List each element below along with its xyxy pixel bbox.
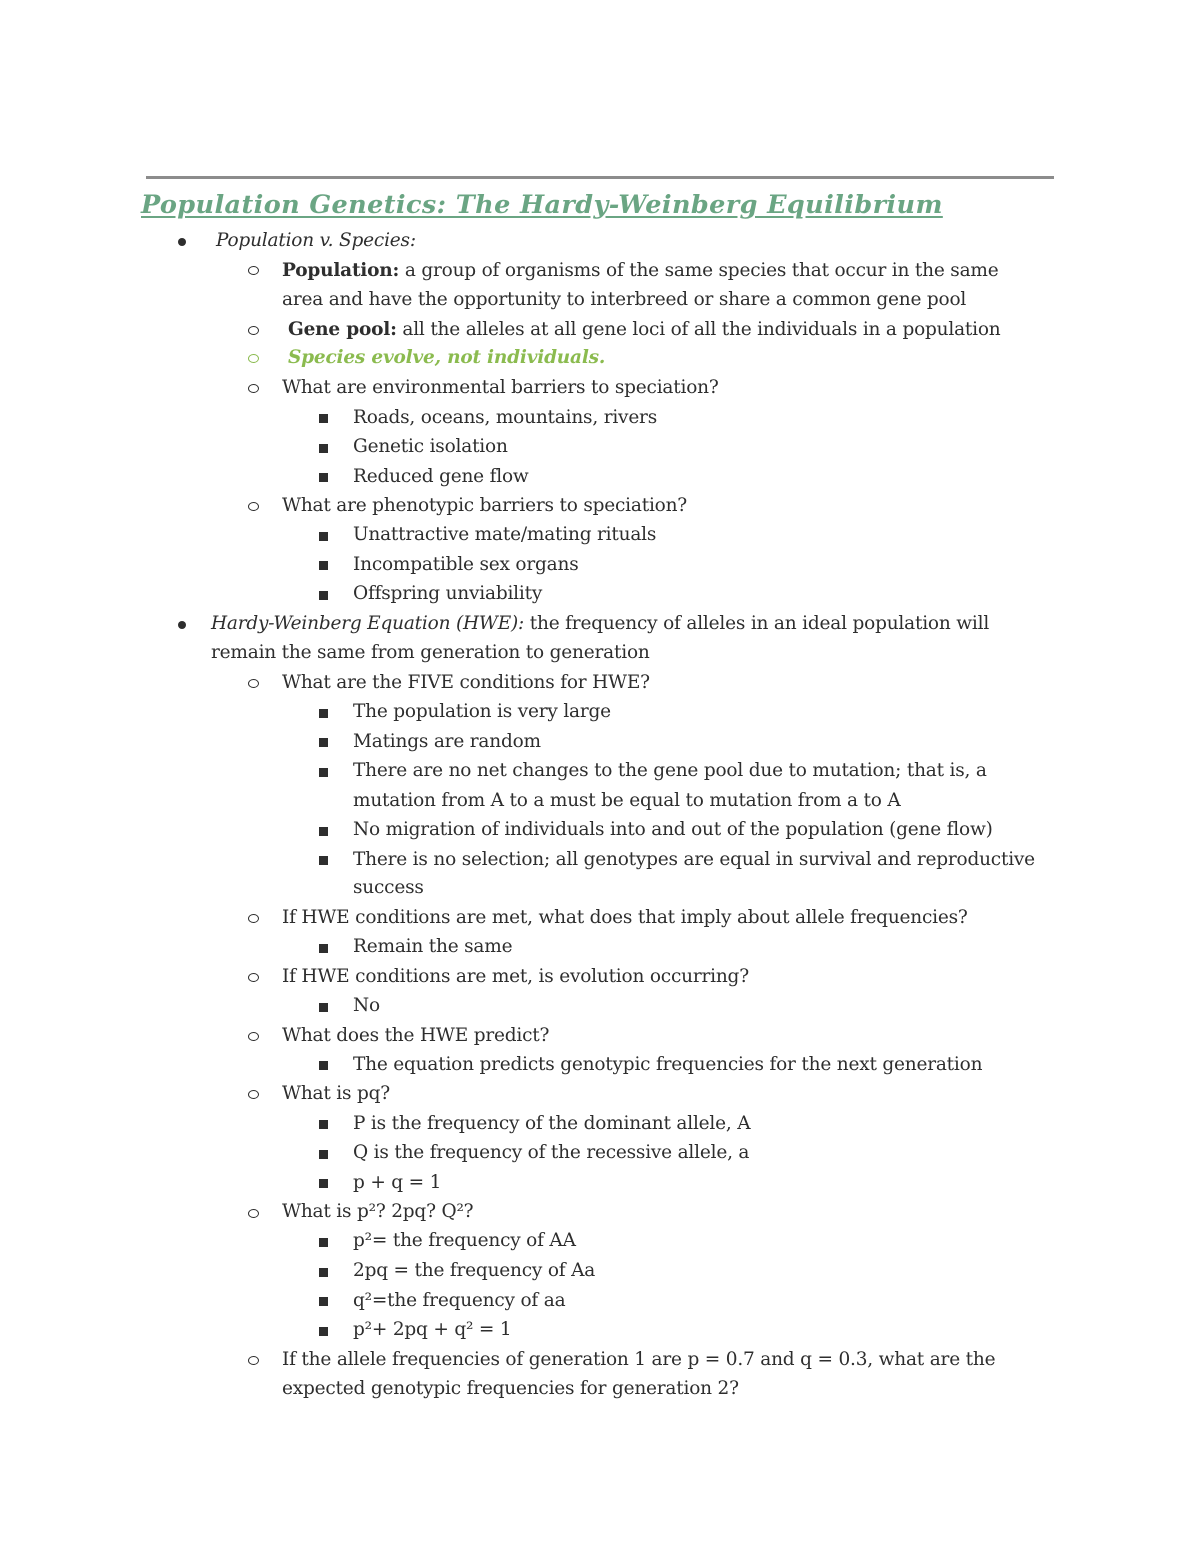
- bullet-circle: [248, 384, 259, 393]
- list-item: Incompatible sex organs: [353, 554, 579, 575]
- list-item: q²=the frequency of aa: [353, 1290, 566, 1311]
- bullet-square: [319, 1297, 328, 1306]
- list-item: Matings are random: [353, 731, 541, 752]
- list-item: p + q = 1: [353, 1172, 442, 1193]
- bullet-square: [319, 1238, 328, 1247]
- bullet-square: [319, 709, 328, 718]
- bullet-disc: [178, 621, 186, 629]
- list-item: What is p²? 2pq? Q²?: [282, 1201, 474, 1222]
- list-item: What are environmental barriers to speciation?: [282, 377, 719, 398]
- bullet-disc: [178, 238, 186, 246]
- bullet-circle: [248, 973, 259, 982]
- bullet-square: [319, 827, 328, 836]
- list-item: No: [353, 995, 380, 1016]
- page-title: Population Genetics: The Hardy-Weinberg Equilibrium: [141, 190, 943, 220]
- list-item-continuation: mutation from A to a must be equal to mutation from a to A: [353, 790, 901, 811]
- bullet-square: [319, 561, 328, 570]
- list-item: What is pq?: [282, 1083, 390, 1104]
- bullet-circle: [248, 1090, 259, 1099]
- bullet-square: [319, 1061, 328, 1070]
- bullet-square: [319, 1120, 328, 1129]
- list-item: No migration of individuals into and out of the population (gene flow): [353, 819, 993, 840]
- list-item: [211, 609, 989, 639]
- definition: all the alleles at all gene loci of all the individuals in a population: [396, 319, 1001, 340]
- bullet-circle: [248, 1209, 259, 1218]
- bullet-square: [319, 1268, 328, 1277]
- list-item: What are the FIVE conditions for HWE?: [282, 672, 650, 693]
- list-item: Population v. Species:: [216, 230, 416, 251]
- bullet-circle: [248, 1356, 259, 1365]
- bullet-circle: [248, 679, 259, 688]
- list-item: If HWE conditions are met, is evolution occurring?: [282, 966, 749, 987]
- list-item: There is no selection; all genotypes are equal in survival and reproductive: [353, 849, 1035, 870]
- list-item-continuation: area and have the opportunity to interbreed or share a common gene pool: [282, 289, 967, 310]
- list-item: Offspring unviability: [353, 583, 543, 604]
- bullet-circle: [248, 1032, 259, 1041]
- list-item: What are phenotypic barriers to speciation?: [282, 495, 688, 516]
- bullet-square: [319, 856, 328, 865]
- list-item: [288, 315, 1001, 345]
- list-item: [282, 256, 999, 286]
- list-item: Roads, oceans, mountains, rivers: [353, 407, 657, 428]
- bullet-square: [319, 1327, 328, 1336]
- list-item-continuation: success: [353, 877, 424, 898]
- list-item: If the allele frequencies of generation 1 are p = 0.7 and q = 0.3, what are the: [282, 1349, 996, 1370]
- list-item: If HWE conditions are met, what does that imply about allele frequencies?: [282, 907, 968, 928]
- list-item: Q is the frequency of the recessive allele, a: [353, 1142, 750, 1163]
- definition: the frequency of alleles in an ideal population will: [524, 613, 990, 634]
- bullet-circle: [248, 354, 259, 363]
- bullet-square: [319, 414, 328, 423]
- bullet-square: [319, 944, 328, 953]
- bullet-circle: [248, 914, 259, 923]
- list-item: What does the HWE predict?: [282, 1025, 550, 1046]
- bullet-square: [319, 1003, 328, 1012]
- highlight-statement: Species evolve, not individuals.: [288, 347, 606, 368]
- bullet-square: [319, 1150, 328, 1159]
- list-item: The equation predicts genotypic frequencies for the next generation: [353, 1054, 983, 1075]
- bullet-circle: [248, 266, 259, 275]
- list-item: Unattractive mate/mating rituals: [353, 524, 657, 545]
- term-population: Population:: [282, 260, 400, 281]
- bullet-square: [319, 591, 328, 600]
- list-item: Remain the same: [353, 936, 513, 957]
- bullet-square: [319, 738, 328, 747]
- list-item: The population is very large: [353, 701, 611, 722]
- term-gene-pool: Gene pool:: [288, 319, 397, 340]
- list-item: Genetic isolation: [353, 436, 508, 457]
- list-item: There are no net changes to the gene pool due to mutation; that is, a: [353, 760, 987, 781]
- bullet-square: [319, 473, 328, 482]
- list-item: P is the frequency of the dominant allele, A: [353, 1113, 751, 1134]
- bullet-square: [319, 532, 328, 541]
- list-item: p²= the frequency of AA: [353, 1230, 576, 1251]
- bullet-square: [319, 444, 328, 453]
- bullet-circle: [248, 326, 259, 335]
- horizontal-rule: [146, 176, 1054, 179]
- list-item-continuation: expected genotypic frequencies for generation 2?: [282, 1378, 739, 1399]
- bullet-square: [319, 768, 328, 777]
- list-item: Reduced gene flow: [353, 466, 529, 487]
- list-item: p²+ 2pq + q² = 1: [353, 1319, 512, 1340]
- definition: a group of organisms of the same species that occur in the same: [399, 260, 999, 281]
- list-item: 2pq = the frequency of Aa: [353, 1260, 596, 1281]
- list-item-continuation: remain the same from generation to generation: [211, 642, 650, 663]
- bullet-square: [319, 1179, 328, 1188]
- term-hwe: Hardy-Weinberg Equation (HWE):: [211, 613, 525, 634]
- bullet-circle: [248, 502, 259, 511]
